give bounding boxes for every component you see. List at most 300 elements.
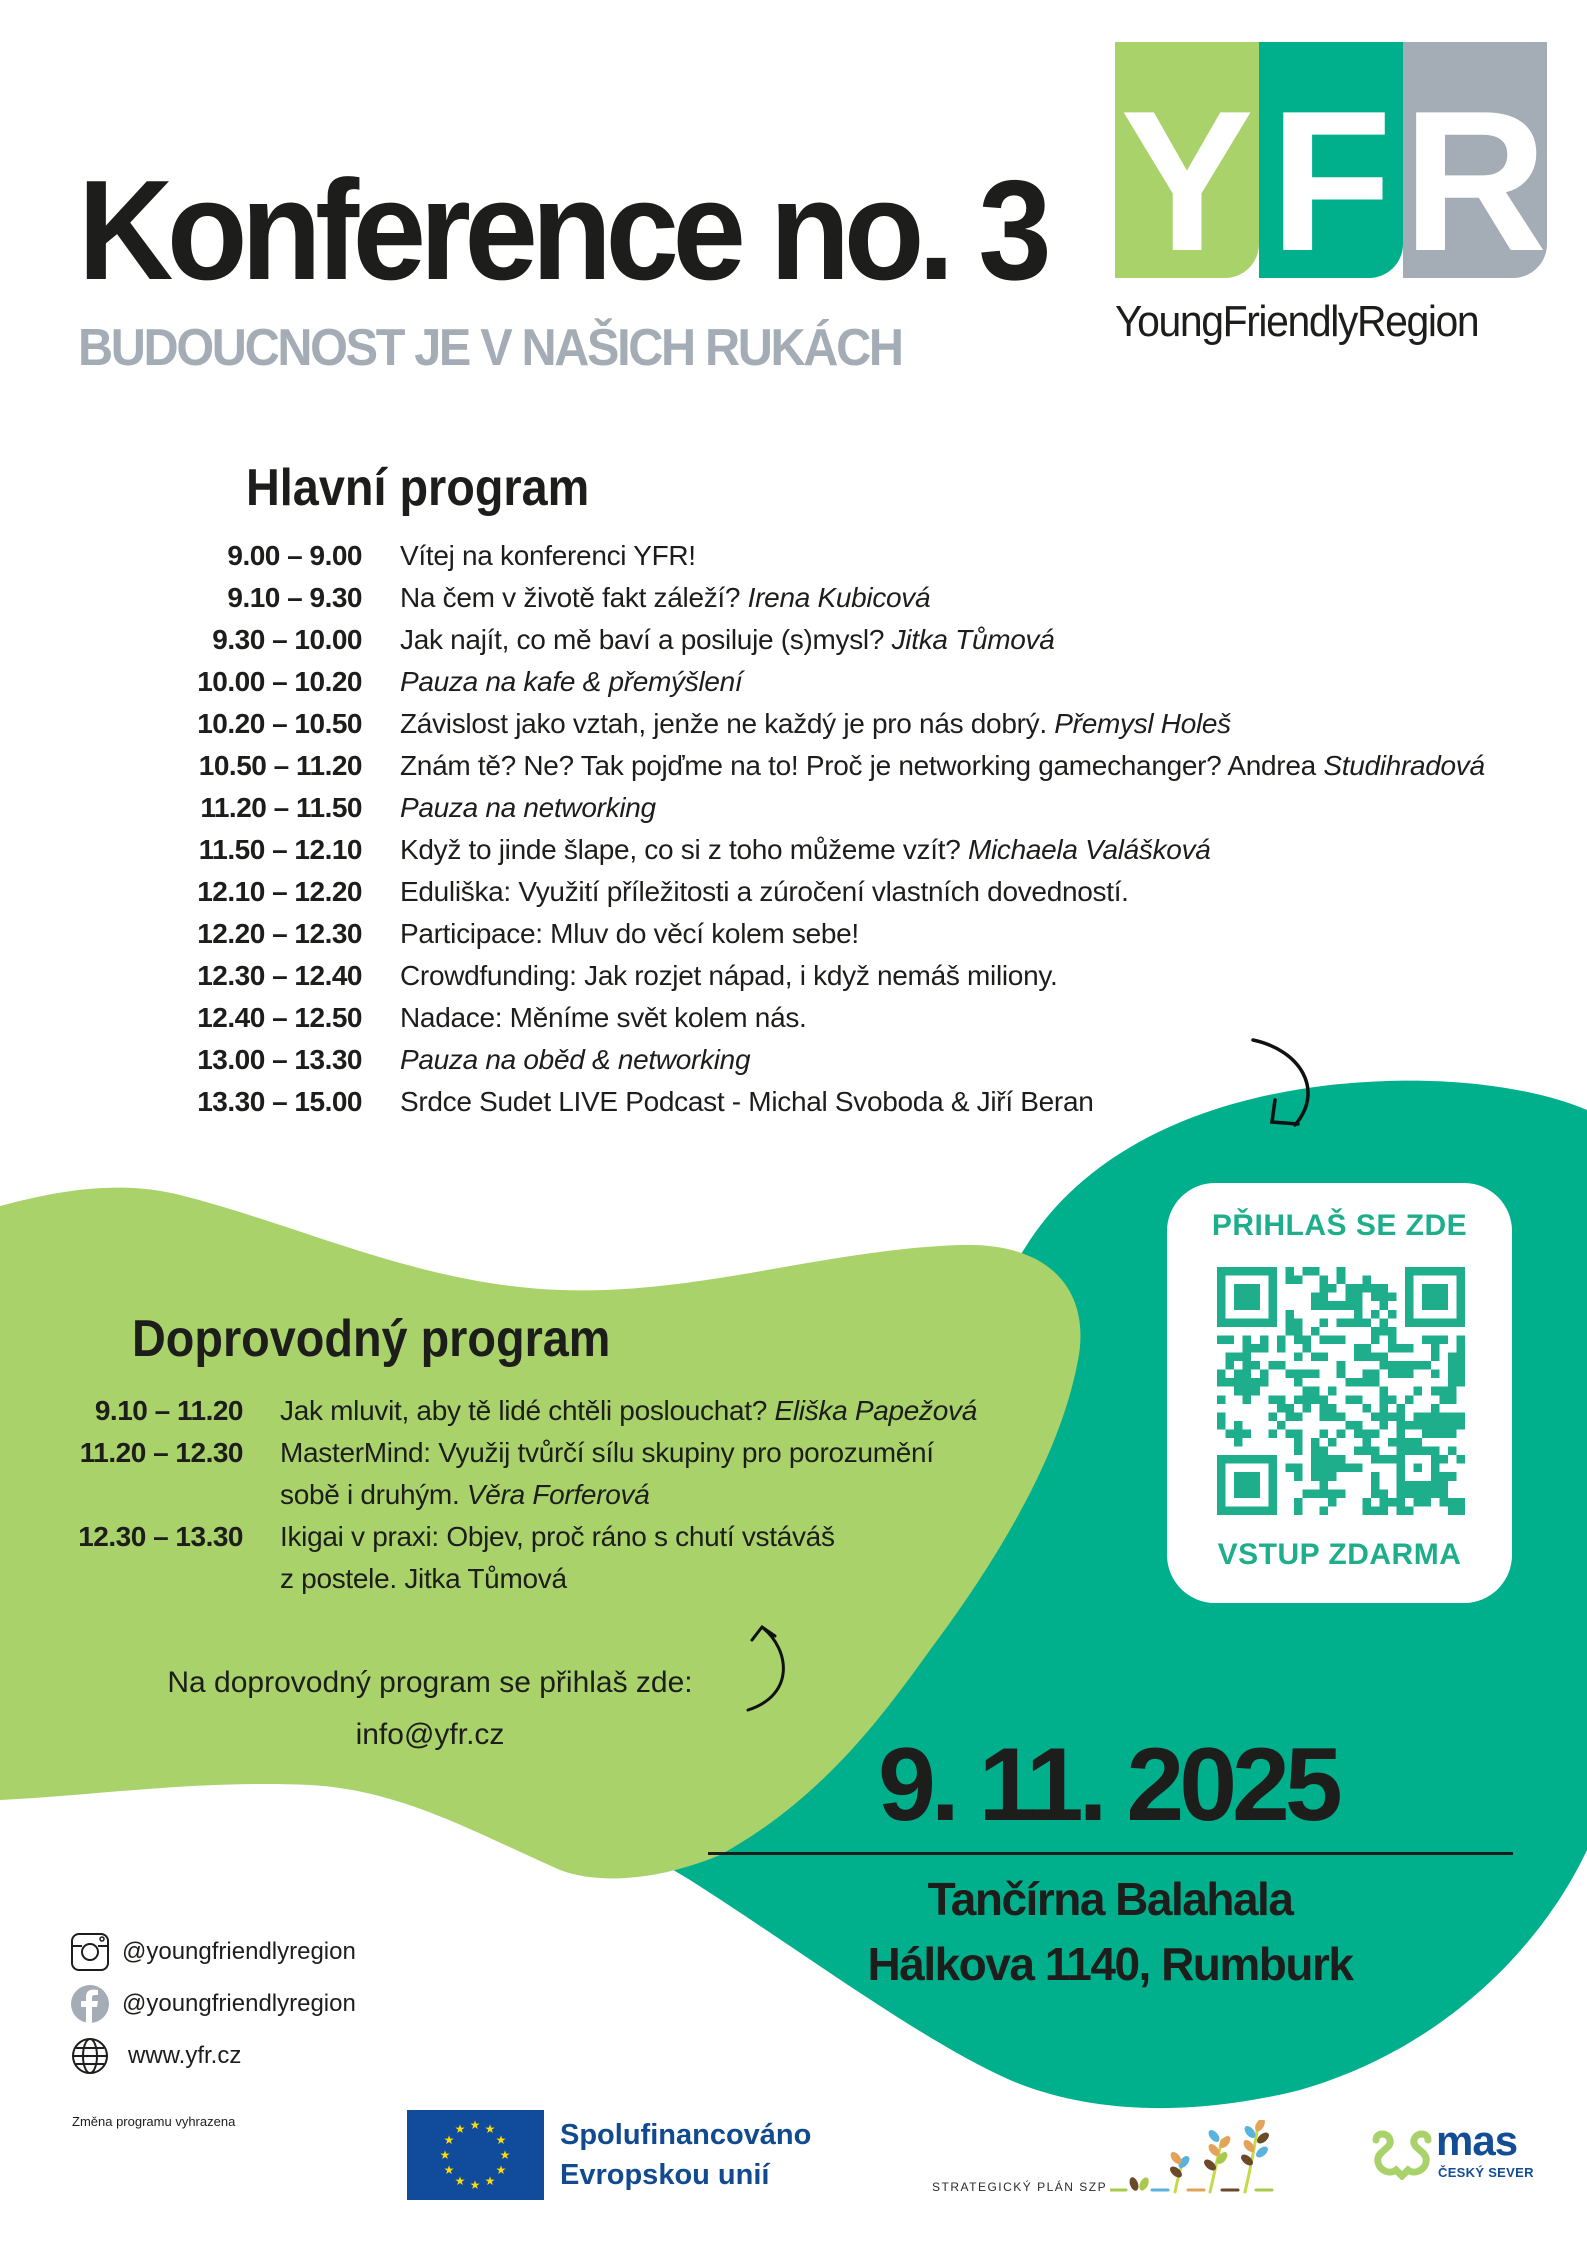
program-speaker: Studihradová bbox=[1323, 750, 1485, 781]
qr-module bbox=[1226, 1378, 1235, 1387]
qr-module bbox=[1354, 1344, 1363, 1353]
program-time: 11.20 – 11.50 bbox=[200, 792, 362, 823]
qr-module bbox=[1226, 1361, 1235, 1370]
mas-logo-word: mas bbox=[1436, 2117, 1518, 2164]
program-row bbox=[0, 997, 1587, 1039]
qr-module bbox=[1328, 1455, 1337, 1464]
qr-module bbox=[1277, 1361, 1286, 1370]
qr-module bbox=[1379, 1404, 1388, 1413]
qr-module bbox=[1354, 1378, 1363, 1387]
qr-module bbox=[1337, 1301, 1346, 1310]
qr-module bbox=[1217, 1370, 1226, 1379]
qr-module bbox=[1320, 1506, 1329, 1515]
qr-module bbox=[1439, 1498, 1448, 1507]
qr-module bbox=[1328, 1472, 1337, 1481]
qr-module bbox=[1431, 1344, 1440, 1353]
program-row bbox=[0, 745, 1587, 787]
qr-module bbox=[1328, 1301, 1337, 1310]
qr-module bbox=[1405, 1421, 1414, 1430]
qr-module bbox=[1431, 1404, 1440, 1413]
qr-module bbox=[1251, 1387, 1260, 1396]
event-date: 9. 11. 2025 bbox=[878, 1727, 1338, 1843]
qr-module bbox=[1439, 1335, 1448, 1344]
qr-module bbox=[1320, 1318, 1329, 1327]
eu-star-icon: ★ bbox=[499, 2148, 511, 2162]
qr-module bbox=[1234, 1421, 1243, 1430]
qr-module bbox=[1448, 1370, 1457, 1379]
qr-module bbox=[1226, 1353, 1235, 1362]
qr-module bbox=[1311, 1387, 1320, 1396]
program-title bbox=[400, 535, 696, 577]
qr-module bbox=[1251, 1378, 1260, 1387]
qr-module bbox=[1337, 1276, 1346, 1285]
qr-module bbox=[1422, 1335, 1431, 1344]
qr-module bbox=[1337, 1464, 1346, 1473]
side-program-speaker: Eliška Papežová bbox=[774, 1395, 977, 1426]
qr-module bbox=[1362, 1447, 1371, 1456]
qr-module bbox=[1243, 1429, 1252, 1438]
program-speaker: Pauza na networking bbox=[400, 792, 656, 823]
qr-module bbox=[1379, 1301, 1388, 1310]
szp-plants-logo bbox=[1110, 2120, 1300, 2200]
program-topic: Eduliška: Využití příležitosti a zúročení vlastních dovedností. bbox=[400, 876, 1129, 907]
qr-module bbox=[1405, 1344, 1414, 1353]
qr-module bbox=[1448, 1421, 1457, 1430]
qr-module bbox=[1234, 1438, 1243, 1447]
qr-module bbox=[1243, 1387, 1252, 1396]
qr-module bbox=[1285, 1310, 1294, 1319]
qr-module bbox=[1448, 1472, 1457, 1481]
qr-module bbox=[1285, 1412, 1294, 1421]
qr-module bbox=[1456, 1344, 1465, 1353]
main-program-heading: Hlavní program bbox=[246, 459, 590, 517]
qr-module bbox=[1388, 1412, 1397, 1421]
qr-module bbox=[1388, 1327, 1397, 1336]
qr-module bbox=[1362, 1506, 1371, 1515]
qr-module bbox=[1337, 1318, 1346, 1327]
side-program-line bbox=[0, 1558, 1100, 1600]
qr-module bbox=[1354, 1464, 1363, 1473]
qr-module bbox=[1371, 1310, 1380, 1319]
qr-module bbox=[1328, 1464, 1337, 1473]
qr-module bbox=[1311, 1301, 1320, 1310]
program-title bbox=[400, 577, 930, 619]
program-topic: Vítej na konferenci YFR! bbox=[400, 540, 696, 571]
qr-module bbox=[1371, 1506, 1380, 1515]
qr-module bbox=[1371, 1455, 1380, 1464]
qr-module bbox=[1234, 1429, 1243, 1438]
disclaimer: Změna programu vyhrazena bbox=[72, 2114, 236, 2129]
qr-module bbox=[1328, 1284, 1337, 1293]
side-program-line bbox=[0, 1390, 1100, 1432]
qr-module bbox=[1277, 1335, 1286, 1344]
logo-letter-r: R bbox=[1403, 42, 1547, 278]
side-program-topic: Jak mluvit, aby tě lidé chtěli poslouchat? bbox=[280, 1395, 775, 1426]
qr-module bbox=[1337, 1361, 1346, 1370]
side-program-time: 11.20 – 12.30 bbox=[79, 1437, 243, 1468]
qr-module bbox=[1397, 1498, 1406, 1507]
qr-module bbox=[1456, 1455, 1465, 1464]
qr-module bbox=[1456, 1498, 1465, 1507]
program-topic: Na čem v životě fakt záleží? bbox=[400, 582, 748, 613]
qr-module bbox=[1362, 1353, 1371, 1362]
program-time: 10.50 – 11.20 bbox=[198, 750, 362, 781]
program-title bbox=[400, 661, 742, 703]
qr-module bbox=[1439, 1481, 1448, 1490]
qr-module bbox=[1405, 1395, 1414, 1404]
side-program-speaker: Věra Forferová bbox=[466, 1479, 650, 1510]
qr-module bbox=[1234, 1370, 1243, 1379]
page-subtitle: BUDOUCNOST JE V NAŠICH RUKÁCH bbox=[78, 319, 902, 377]
program-topic: Znám tě? Ne? Tak pojďme na to! Proč je networking gamechanger? Andrea bbox=[400, 750, 1324, 781]
side-program-topic: sobě i druhým. bbox=[280, 1479, 467, 1510]
eu-star-icon: ★ bbox=[495, 2133, 507, 2147]
qr-module bbox=[1397, 1489, 1406, 1498]
program-time: 13.00 – 13.30 bbox=[197, 1044, 362, 1075]
qr-module bbox=[1362, 1438, 1371, 1447]
qr-module bbox=[1268, 1395, 1277, 1404]
qr-module bbox=[1217, 1378, 1226, 1387]
qr-module bbox=[1277, 1421, 1286, 1430]
szp-logo-text: STRATEGICKÝ PLÁN SZP bbox=[932, 2180, 1108, 2194]
logo-letter-f: F bbox=[1259, 42, 1403, 278]
eu-line-2: Evropskou unií bbox=[560, 2159, 770, 2191]
qr-module bbox=[1456, 1412, 1465, 1421]
qr-module bbox=[1354, 1447, 1363, 1456]
qr-module bbox=[1371, 1412, 1380, 1421]
qr-module bbox=[1362, 1404, 1371, 1413]
qr-module bbox=[1311, 1447, 1320, 1456]
qr-module bbox=[1371, 1284, 1380, 1293]
qr-module bbox=[1388, 1438, 1397, 1447]
qr-module bbox=[1328, 1412, 1337, 1421]
qr-module bbox=[1379, 1489, 1388, 1498]
qr-module bbox=[1431, 1412, 1440, 1421]
eu-star-icon: ★ bbox=[469, 2178, 481, 2192]
qr-module bbox=[1294, 1472, 1303, 1481]
instagram-icon bbox=[70, 1932, 110, 1972]
side-program-heading: Doprovodný program bbox=[132, 1310, 611, 1368]
qr-module bbox=[1431, 1387, 1440, 1396]
qr-module bbox=[1243, 1395, 1252, 1404]
qr-module bbox=[1320, 1284, 1329, 1293]
eu-star-icon: ★ bbox=[454, 2122, 466, 2137]
qr-module bbox=[1320, 1276, 1329, 1285]
qr-module bbox=[1422, 1489, 1431, 1498]
qr-module bbox=[1285, 1318, 1294, 1327]
program-speaker: Pauza na oběd & networking bbox=[400, 1044, 751, 1075]
qr-module bbox=[1294, 1464, 1303, 1473]
qr-module bbox=[1414, 1412, 1423, 1421]
eu-star-icon: ★ bbox=[439, 2148, 451, 2162]
qr-module bbox=[1397, 1344, 1406, 1353]
qr-module bbox=[1294, 1412, 1303, 1421]
social-instagram[interactable] bbox=[70, 1930, 356, 1974]
program-time: 13.30 – 15.00 bbox=[197, 1086, 362, 1117]
program-row bbox=[0, 871, 1587, 913]
eu-star-icon: ★ bbox=[443, 2133, 455, 2147]
eu-flag-logo bbox=[407, 2110, 544, 2200]
qr-module bbox=[1234, 1378, 1243, 1387]
qr-module bbox=[1371, 1481, 1380, 1490]
side-program-time: 12.30 – 13.30 bbox=[78, 1521, 243, 1552]
side-program-topic: MasterMind: Využij tvůrčí sílu skupiny pro porozumění bbox=[280, 1437, 934, 1468]
program-time: 12.30 – 12.40 bbox=[197, 960, 362, 991]
qr-module bbox=[1311, 1353, 1320, 1362]
program-title bbox=[400, 955, 1057, 997]
program-topic: Srdce Sudet LIVE Podcast - Michal Svoboda & Jiří Beran bbox=[400, 1086, 1094, 1117]
qr-module bbox=[1217, 1395, 1226, 1404]
qr-module bbox=[1260, 1335, 1269, 1344]
program-title bbox=[400, 619, 1055, 661]
side-program-title bbox=[280, 1558, 567, 1600]
qr-module bbox=[1439, 1421, 1448, 1430]
mas-logo-mark bbox=[1372, 2130, 1432, 2180]
qr-module bbox=[1362, 1284, 1371, 1293]
qr-module bbox=[1285, 1429, 1294, 1438]
qr-module bbox=[1379, 1421, 1388, 1430]
qr-module bbox=[1320, 1353, 1329, 1362]
qr-module bbox=[1388, 1455, 1397, 1464]
qr-module bbox=[1354, 1395, 1363, 1404]
program-row bbox=[0, 913, 1587, 955]
eu-star-icon: ★ bbox=[495, 2163, 507, 2177]
qr-module bbox=[1362, 1429, 1371, 1438]
qr-module bbox=[1277, 1395, 1286, 1404]
main-program-list bbox=[0, 535, 1587, 1135]
qr-module bbox=[1397, 1361, 1406, 1370]
qr-module bbox=[1388, 1370, 1397, 1379]
signup-email-link[interactable]: info@yfr.cz bbox=[355, 1718, 505, 1751]
qr-module bbox=[1311, 1455, 1320, 1464]
qr-module bbox=[1294, 1353, 1303, 1362]
qr-module bbox=[1320, 1464, 1329, 1473]
program-speaker: Jitka Tůmová bbox=[891, 624, 1055, 655]
program-title bbox=[400, 1081, 1094, 1123]
program-time: 12.20 – 12.30 bbox=[197, 918, 362, 949]
program-time: 10.00 – 10.20 bbox=[197, 666, 362, 697]
program-title bbox=[400, 997, 807, 1039]
social-facebook[interactable] bbox=[70, 1982, 356, 2026]
qr-module bbox=[1456, 1353, 1465, 1362]
logo-caption: YoungFriendlyRegion bbox=[1115, 297, 1479, 346]
qr-module bbox=[1388, 1293, 1397, 1302]
qr-module bbox=[1448, 1378, 1457, 1387]
qr-module bbox=[1285, 1370, 1294, 1379]
qr-module bbox=[1294, 1370, 1303, 1379]
qr-module bbox=[1371, 1447, 1380, 1456]
qr-module bbox=[1345, 1318, 1354, 1327]
qr-module bbox=[1251, 1361, 1260, 1370]
qr-module bbox=[1362, 1276, 1371, 1285]
qr-module bbox=[1311, 1438, 1320, 1447]
program-topic: Crowdfunding: Jak rozjet nápad, i když nemáš miliony. bbox=[400, 960, 1058, 991]
qr-module bbox=[1234, 1284, 1260, 1310]
qr-module bbox=[1251, 1344, 1260, 1353]
qr-module bbox=[1337, 1429, 1346, 1438]
qr-card[interactable] bbox=[1167, 1183, 1512, 1603]
qr-module bbox=[1320, 1447, 1329, 1456]
qr-module bbox=[1354, 1429, 1363, 1438]
mas-logo-subtitle: ČESKÝ SEVER bbox=[1438, 2165, 1534, 2180]
qr-module bbox=[1388, 1395, 1397, 1404]
program-row bbox=[0, 1081, 1587, 1123]
qr-module bbox=[1303, 1387, 1312, 1396]
qr-module bbox=[1345, 1464, 1354, 1473]
qr-module bbox=[1388, 1498, 1397, 1507]
qr-module bbox=[1397, 1412, 1406, 1421]
qr-module bbox=[1294, 1498, 1303, 1507]
qr-module bbox=[1379, 1395, 1388, 1404]
qr-module bbox=[1294, 1327, 1303, 1336]
facebook-icon bbox=[70, 1984, 110, 2024]
qr-module bbox=[1285, 1404, 1294, 1413]
qr-module bbox=[1431, 1421, 1440, 1430]
program-title bbox=[400, 745, 1485, 787]
qr-module bbox=[1354, 1353, 1363, 1362]
qr-module bbox=[1414, 1498, 1423, 1507]
qr-module bbox=[1379, 1506, 1388, 1515]
qr-code-icon[interactable] bbox=[1217, 1267, 1465, 1515]
program-speaker: Irena Kubicová bbox=[747, 582, 931, 613]
qr-module bbox=[1379, 1412, 1388, 1421]
qr-module bbox=[1397, 1370, 1406, 1379]
qr-module bbox=[1456, 1370, 1465, 1379]
qr-module bbox=[1294, 1429, 1303, 1438]
qr-module bbox=[1294, 1335, 1303, 1344]
qr-module bbox=[1379, 1498, 1388, 1507]
program-topic: Závislost jako vztah, jenže ne každý je pro nás dobrý. bbox=[400, 708, 1055, 739]
qr-module bbox=[1422, 1284, 1448, 1310]
qr-module bbox=[1320, 1404, 1329, 1413]
qr-module bbox=[1431, 1370, 1440, 1379]
qr-module bbox=[1379, 1284, 1388, 1293]
qr-module bbox=[1414, 1421, 1423, 1430]
qr-module bbox=[1217, 1412, 1226, 1421]
program-topic: Participace: Mluv do věcí kolem sebe! bbox=[400, 918, 859, 949]
qr-module bbox=[1320, 1481, 1329, 1490]
qr-module bbox=[1345, 1378, 1354, 1387]
qr-module bbox=[1397, 1506, 1406, 1515]
qr-module bbox=[1294, 1318, 1303, 1327]
qr-module bbox=[1277, 1344, 1286, 1353]
qr-module bbox=[1397, 1438, 1406, 1447]
eu-star-icon: ★ bbox=[454, 2173, 466, 2188]
qr-module bbox=[1303, 1404, 1312, 1413]
qr-module bbox=[1379, 1455, 1388, 1464]
eu-line-1: Spolufinancováno bbox=[560, 2119, 812, 2151]
qr-module bbox=[1311, 1293, 1320, 1302]
qr-module bbox=[1439, 1412, 1448, 1421]
qr-module bbox=[1294, 1447, 1303, 1456]
qr-module bbox=[1320, 1489, 1329, 1498]
qr-module bbox=[1303, 1335, 1312, 1344]
qr-module bbox=[1217, 1335, 1226, 1344]
qr-module bbox=[1234, 1387, 1243, 1396]
program-row bbox=[0, 577, 1587, 619]
qr-module bbox=[1328, 1438, 1337, 1447]
qr-module bbox=[1422, 1498, 1431, 1507]
qr-module bbox=[1303, 1344, 1312, 1353]
qr-module bbox=[1303, 1489, 1312, 1498]
qr-module bbox=[1379, 1361, 1388, 1370]
qr-module bbox=[1414, 1438, 1423, 1447]
program-topic: Jak najít, co mě baví a posiluje (s)mysl? bbox=[400, 624, 892, 655]
qr-module bbox=[1448, 1387, 1457, 1396]
program-time: 10.20 – 10.50 bbox=[197, 708, 362, 739]
qr-module bbox=[1414, 1387, 1423, 1396]
side-program-line bbox=[0, 1516, 1100, 1558]
qr-module bbox=[1414, 1464, 1423, 1473]
qr-module bbox=[1422, 1361, 1431, 1370]
program-speaker: Přemysl Holeš bbox=[1054, 708, 1231, 739]
qr-module bbox=[1345, 1301, 1354, 1310]
social-website[interactable] bbox=[70, 2034, 241, 2078]
program-time: 9.10 – 9.30 bbox=[227, 582, 362, 613]
qr-module bbox=[1345, 1293, 1354, 1302]
program-title bbox=[400, 871, 1129, 913]
qr-module bbox=[1303, 1370, 1312, 1379]
qr-module bbox=[1311, 1267, 1320, 1276]
qr-module bbox=[1320, 1472, 1329, 1481]
qr-module bbox=[1379, 1327, 1388, 1336]
program-row bbox=[0, 535, 1587, 577]
qr-module bbox=[1371, 1353, 1380, 1362]
qr-module bbox=[1431, 1489, 1440, 1498]
page-title: Konference no. 3 bbox=[78, 151, 1046, 310]
qr-module bbox=[1311, 1395, 1320, 1404]
qr-module bbox=[1268, 1412, 1277, 1421]
program-speaker: Michaela Valášková bbox=[967, 834, 1211, 865]
qr-module bbox=[1354, 1310, 1363, 1319]
program-time: 12.10 – 12.20 bbox=[197, 876, 362, 907]
qr-module bbox=[1354, 1421, 1363, 1430]
qr-module bbox=[1260, 1344, 1269, 1353]
website-link: www.yfr.cz bbox=[128, 2042, 242, 2069]
qr-module bbox=[1354, 1318, 1363, 1327]
qr-module bbox=[1405, 1506, 1414, 1515]
qr-module bbox=[1405, 1438, 1414, 1447]
qr-module bbox=[1431, 1353, 1440, 1362]
eu-star-icon: ★ bbox=[443, 2163, 455, 2177]
side-program-title bbox=[280, 1474, 649, 1516]
facebook-handle: @youngfriendlyregion bbox=[122, 1990, 356, 2017]
qr-module bbox=[1362, 1378, 1371, 1387]
qr-module bbox=[1371, 1472, 1380, 1481]
qr-module bbox=[1285, 1267, 1294, 1276]
venue-address: Hálkova 1140, Rumburk bbox=[867, 1938, 1353, 1990]
qr-module bbox=[1243, 1344, 1252, 1353]
qr-module bbox=[1397, 1421, 1406, 1430]
qr-module bbox=[1234, 1353, 1243, 1362]
qr-module bbox=[1405, 1370, 1414, 1379]
qr-module bbox=[1397, 1404, 1406, 1413]
qr-module bbox=[1234, 1472, 1260, 1498]
qr-module bbox=[1217, 1421, 1226, 1430]
qr-module bbox=[1285, 1327, 1294, 1336]
side-program-title bbox=[280, 1390, 977, 1432]
qr-module bbox=[1405, 1361, 1414, 1370]
qr-module bbox=[1405, 1489, 1414, 1498]
qr-module bbox=[1285, 1464, 1294, 1473]
qr-module bbox=[1285, 1276, 1294, 1285]
qr-module bbox=[1414, 1361, 1423, 1370]
side-program-topic: z postele. Jitka Tůmová bbox=[280, 1563, 567, 1594]
side-program-title bbox=[280, 1516, 835, 1558]
qr-module bbox=[1431, 1429, 1440, 1438]
program-title bbox=[400, 1039, 750, 1081]
program-row bbox=[0, 703, 1587, 745]
